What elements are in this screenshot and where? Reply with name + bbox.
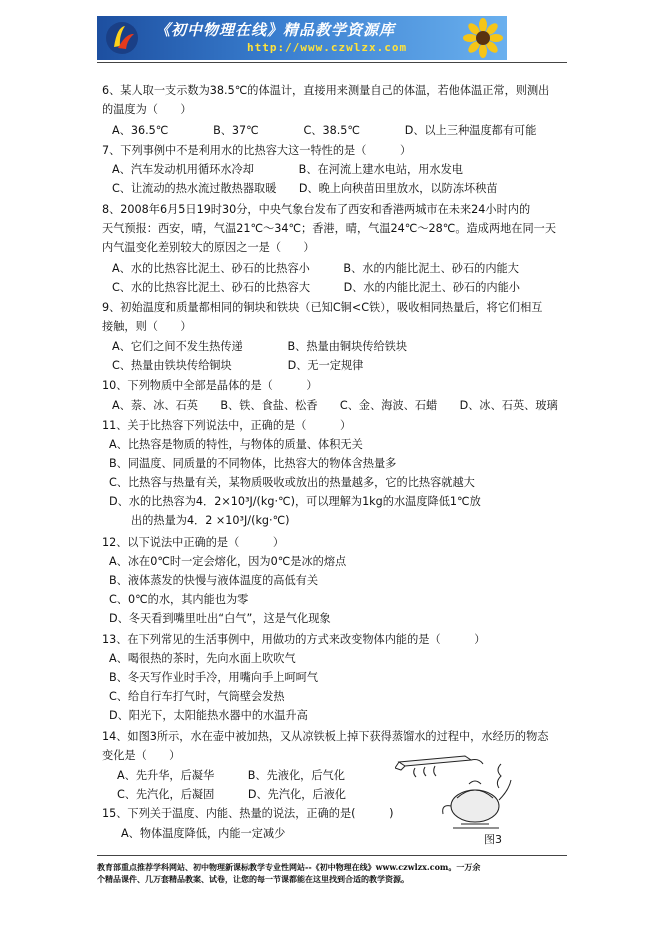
question-12-text: 12、以下说法中正确的是（ ） xyxy=(102,536,285,549)
sunflower-icon xyxy=(463,18,503,58)
question-13-option-a: A、喝很热的茶时，先向水面上吹吹气 xyxy=(109,652,296,665)
question-6-text: 6、某人取一支示数为38.5℃的体温计，直接用来测量自己的体温，若他体温正常，则测出 xyxy=(102,84,550,97)
question-7-options-cd: C、让流动的热水流过散热器取暖 D、晚上向秧苗田里放水，以防冻坏秧苗 xyxy=(112,182,498,195)
question-8-text-end: 内气温变化差别较大的原因之一是（ ） xyxy=(102,241,315,254)
question-6-options: A、36.5℃ B、37℃ C、38.5℃ D、以上三种温度都有可能 xyxy=(112,124,537,137)
banner-url[interactable]: http://www.czwlzx.com xyxy=(247,41,408,54)
question-12-option-c: C、0℃的水，其内能也为零 xyxy=(109,593,249,606)
figure-caption: 图3 xyxy=(484,833,502,846)
question-10-text: 10、下列物质中全部是晶体的是（ ） xyxy=(102,379,318,392)
question-6-text-cont: 的温度为（ ） xyxy=(102,103,192,116)
question-11-option-d: D、水的比热容为4．2×10³J/(kg·℃)，可以理解为1kg的水温度降低1℃放 xyxy=(109,495,481,508)
header-rule xyxy=(97,62,567,63)
question-14-text-cont: 变化是（ ） xyxy=(102,749,181,762)
question-9-text-cont: 接触，则（ ） xyxy=(102,320,192,333)
question-15-option-a: A、物体温度降低，内能一定减少 xyxy=(121,827,286,840)
question-7-options-ab: A、汽车发动机用循环水冷却 B、在河流上建水电站，用水发电 xyxy=(112,163,463,176)
question-14-options-ab: A、先升华，后凝华 B、先液化，后气化 xyxy=(117,769,345,782)
question-11-text: 11、关于比热容下列说法中，正确的是（ ） xyxy=(102,419,352,432)
question-13-text: 13、在下列常见的生活事例中，用做功的方式来改变物体内能的是（ ） xyxy=(102,633,486,646)
question-11-option-d-cont: 出的热量为4．2 ×10³J/(kg·℃) xyxy=(131,514,290,527)
question-7-text: 7、下列事例中不是利用水的比热容大这一特性的是（ ） xyxy=(102,144,412,157)
question-12-option-d: D、冬天看到嘴里吐出“白气”，这是气化现象 xyxy=(109,612,331,625)
question-11-option-a: A、比热容是物质的特性，与物体的质量、体积无关 xyxy=(109,438,363,451)
kettle-figure xyxy=(395,748,515,830)
footer-rule xyxy=(97,855,567,856)
footer-line-2: 个精品课件、几万套精品教案、试卷，让您的每一节课都能在这里找到合适的教学资源。 xyxy=(97,874,409,884)
question-11-option-b: B、同温度、同质量的不同物体，比热容大的物体含热量多 xyxy=(109,457,397,470)
question-9-text: 9、初始温度和质量都相同的铜块和铁块（已知C铜<C铁），吸收相同热量后，将它们相互 xyxy=(102,301,543,314)
footer-line-1: 教育部重点推荐学科网站、初中物理新课标教学专业性网站--《初中物理在线》www.czwlzx.com。一万余 xyxy=(97,862,481,872)
question-9-options-ab: A、它们之间不发生热传递 B、热量由铜块传给铁块 xyxy=(112,340,408,353)
site-banner xyxy=(97,16,507,60)
question-10-options: A、萘、冰、石英 B、铁、食盐、松香 C、金、海波、石蜡 D、冰、石英、玻璃 xyxy=(112,399,558,412)
question-8-text-cont: 天气预报：西安，晴，气温21℃～34℃；香港，晴，气温24℃～28℃。造成两地在同一天 xyxy=(102,222,557,235)
question-13-option-b: B、冬天写作业时手冷，用嘴向手上呵呵气 xyxy=(109,671,319,684)
question-8-text: 8、2008年6月5日19时30分，中央气象台发布了西安和香港两城市在未来24小时内的 xyxy=(102,203,531,216)
question-13-option-d: D、阳光下，太阳能热水器中的水温升高 xyxy=(109,709,308,722)
question-13-option-c: C、给自行车打气时，气筒壁会发热 xyxy=(109,690,285,703)
question-9-options-cd: C、热量由铁块传给铜块 D、无一定规律 xyxy=(112,359,364,372)
site-logo-icon xyxy=(105,21,139,55)
question-12-option-a: A、冰在0℃时一定会熔化，因为0℃是冰的熔点 xyxy=(109,555,347,568)
question-12-option-b: B、液体蒸发的快慢与液体温度的高低有关 xyxy=(109,574,319,587)
question-14-options-cd: C、先汽化，后凝固 D、先汽化，后液化 xyxy=(117,788,346,801)
question-14-text: 14、如图3所示，水在壶中被加热，又从凉铁板上掉下获得蒸馏水的过程中，水经历的物态 xyxy=(102,730,549,743)
question-11-option-c: C、比热容与热量有关，某物质吸收或放出的热量越多，它的比热容就越大 xyxy=(109,476,475,489)
question-8-options-ab: A、水的比热容比泥土、砂石的比热容小 B、水的内能比泥土、砂石的内能大 xyxy=(112,262,519,275)
question-15-text: 15、下列关于温度、内能、热量的说法，正确的是( ) xyxy=(102,807,394,820)
banner-title: 《初中物理在线》精品教学资源库 xyxy=(155,21,396,39)
question-8-options-cd: C、水的比热容比泥土、砂石的比热容大 D、水的内能比泥土、砂石的内能小 xyxy=(112,281,520,294)
